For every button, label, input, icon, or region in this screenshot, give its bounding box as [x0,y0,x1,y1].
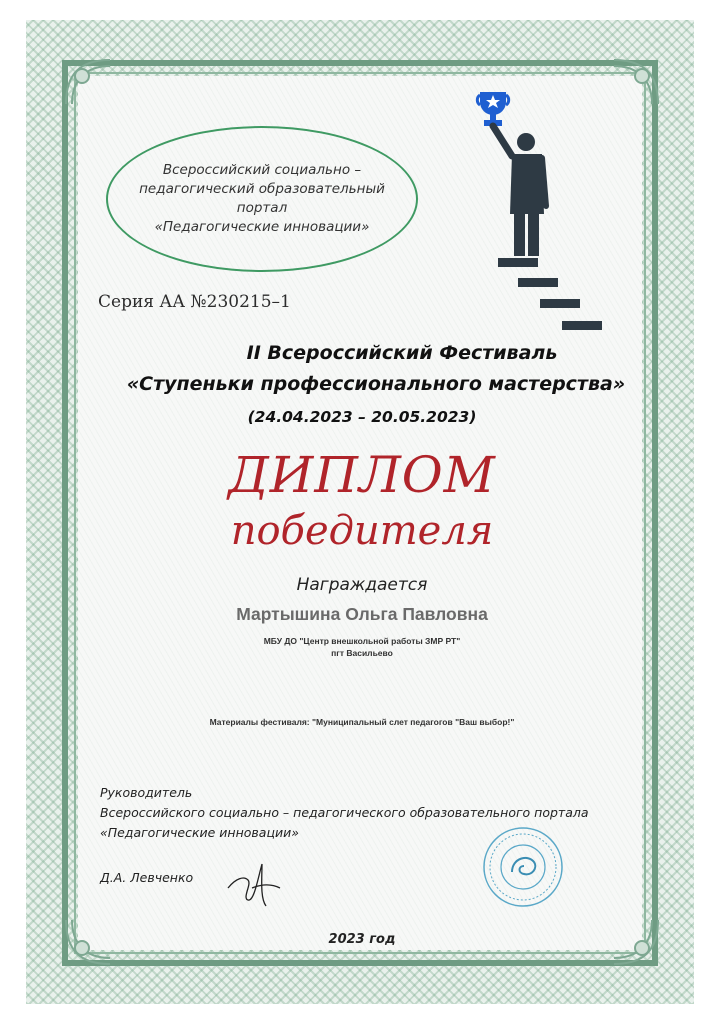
signer-name: Д.А. Левченко [100,870,194,885]
corner-ornament-icon [60,54,116,110]
signature-icon [222,858,286,910]
portal-line-1: Всероссийский социально – [162,162,362,178]
head-portal-name: «Педагогические инновации» [100,825,299,840]
award-label: Награждается [296,575,428,595]
head-title: Руководитель [100,785,193,800]
festival-dates: (24.04.2023 – 20.05.2023) [247,408,477,426]
festival-subtitle: «Ступеньки профессионального мастерства» [126,373,626,395]
diploma-heading: ДИПЛОМ [228,446,496,504]
series-number: Серия АА №230215–1 [98,292,291,312]
organization-line-1: МБУ ДО "Центр внешкольной работы ЗМР РТ" [263,636,461,646]
trophy-figure-icon [468,86,608,336]
portal-line-4: «Педагогические инновации» [154,219,370,235]
certificate-year: 2023 год [328,932,396,947]
festival-materials: Материалы фестиваля: "Муниципальный слет педагогов "Ваш выбор!" [209,717,515,727]
organization-line-2: пгт Васильево [331,648,393,658]
diploma-subheading: победителя [230,508,494,554]
head-portal-line: Всероссийского социально – педагогического образовательного портала [100,805,589,820]
corner-ornament-icon [608,54,664,110]
festival-title: II Всероссийский Фестиваль [246,342,558,364]
stamp-icon [482,826,564,908]
portal-line-2: педагогический образовательный [139,181,385,197]
portal-oval [106,126,418,272]
recipient-name: Мартышина Ольга Павловна [236,604,488,624]
portal-line-3: портал [236,200,288,216]
